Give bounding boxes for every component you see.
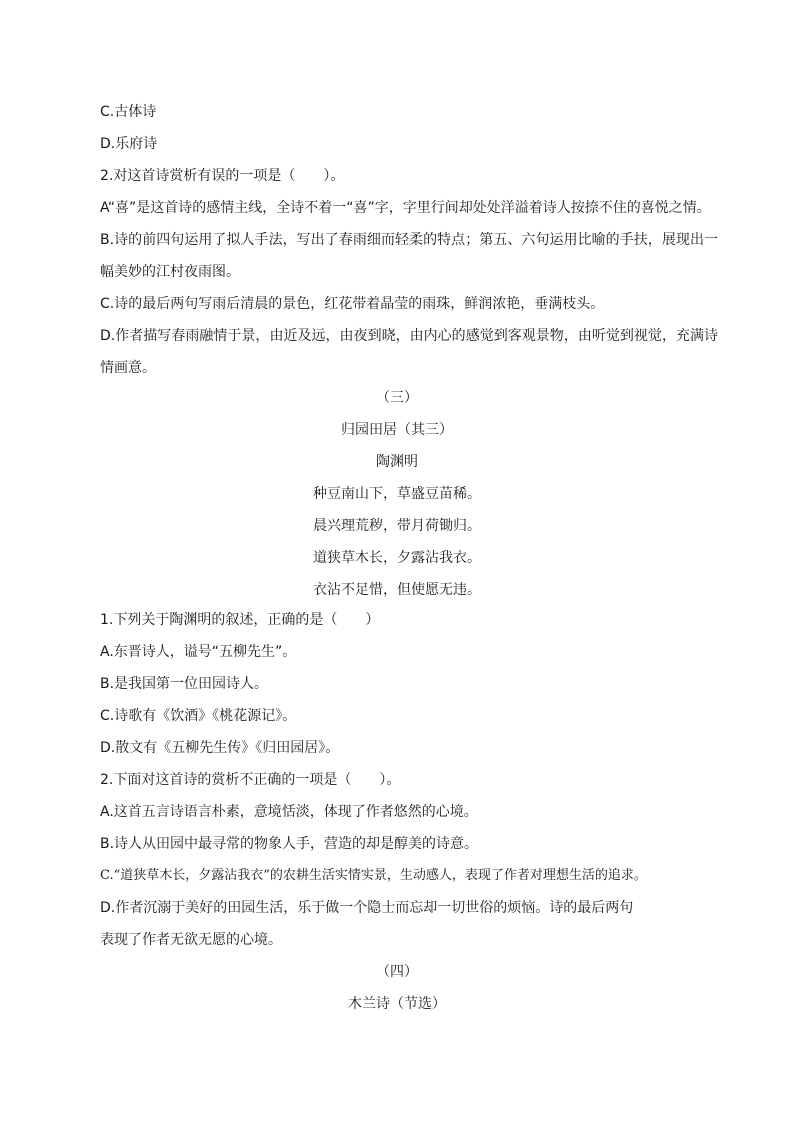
poem-line: 衣沾不足惜，但使愿无违。 (313, 582, 481, 598)
s3-q2-option-a: A.这首五言诗语言朴素，意境恬淡，体现了作者悠然的心境。 (100, 804, 478, 820)
s3-q1-option: D.散文有《五柳先生传》《归田园居》。 (100, 740, 340, 756)
q1-option-d: D.乐府诗 (100, 136, 158, 152)
section-number-3: （三） (376, 390, 418, 406)
q2-stem: 2.对这首诗赏析有误的一项是（ ）。 (100, 168, 345, 184)
poem-line: 种豆南山下，草盛豆苗稀。 (313, 486, 481, 502)
q2-option-c: C.诗的最后两句写雨后清晨的景色，红花带着晶莹的雨珠，鲜润浓艳，垂满枝头。 (100, 296, 605, 312)
s3-q1-option: A.东晋诗人，谥号“五柳先生”。 (100, 644, 297, 660)
s3-q2-option-c: C.“道狭草木长，夕露沾我衣”的农耕生活实情实景，生动感人，表现了作者对理想生活的追求。 (100, 868, 647, 883)
q2-option-b: B.诗的前四句运用了拟人手法，写出了春雨细而轻柔的特点；第五、六句运用比喻的手扶，展现出一幅美妙的江村夜雨图。 (100, 232, 718, 280)
s3-q2-option-d-line2: 表现了作者无欲无愿的心境。 (100, 932, 282, 948)
s3-q2-option-d-line1: D.作者沉溺于美好的田园生活，乐于做一个隐士而忘却一切世俗的烦恼。诗的最后两句 (100, 900, 634, 916)
q2-option-a: A“喜”是这首诗的感情主线，全诗不着一“喜”字，字里行间却处处洋溢着诗人按捺不住的喜悦之情。 (100, 200, 711, 216)
section-number-4: （四） (376, 964, 418, 980)
poem-line: 晨兴理荒秽，带月荷锄归。 (313, 518, 481, 534)
poem-line: 道狭草木长，夕露沾我衣。 (313, 550, 481, 566)
poem-title: 归园田居（其三） (341, 422, 453, 438)
poem-author: 陶渊明 (376, 454, 418, 470)
q1-option-c: C.古体诗 (100, 104, 157, 120)
poem-title-4: 木兰诗（节选） (348, 996, 446, 1012)
s3-q2-option-b: B.诗人从田园中最寻常的物象人手，营造的却是醇美的诗意。 (100, 836, 479, 852)
s3-q1-option: C.诗歌有《饮酒》《桃花源记》。 (100, 708, 297, 724)
q2-option-d: D.作者描写春雨融情于景，由近及远，由夜到晓，由内心的感觉到客观景物，由听觉到视觉，充满诗情画意。 (100, 328, 718, 376)
s3-q2-stem: 2.下面对这首诗的赏析不正确的一项是（ ）。 (100, 772, 401, 788)
s3-q1-option: B.是我国第一位田园诗人。 (100, 676, 269, 692)
s3-q1-stem: 1.下列关于陶渊明的叙述，正确的是（ ） (100, 612, 380, 628)
